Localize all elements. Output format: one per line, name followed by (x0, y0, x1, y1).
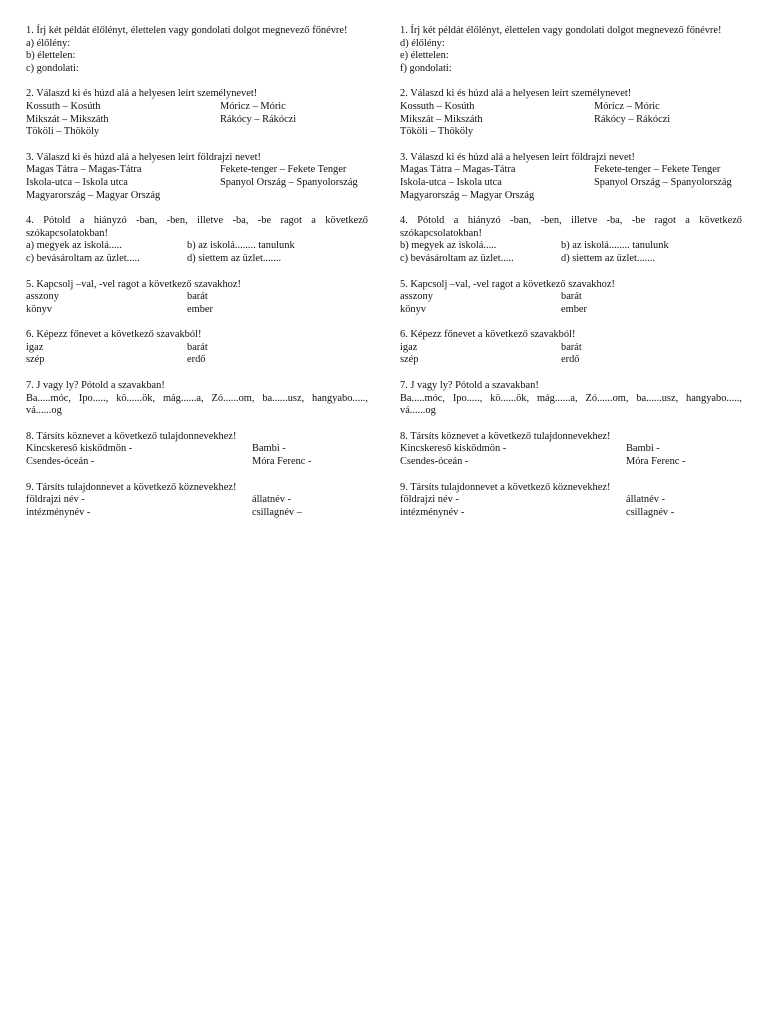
answer-line: d) élőlény: (400, 37, 445, 49)
option: Kossuth – Kosúth (400, 100, 475, 112)
word: barát (187, 291, 208, 303)
word: igaz (26, 341, 44, 353)
task-2 (26, 88, 368, 138)
word: földrajzi név - (400, 494, 459, 506)
option: Fekete-tenger – Fekete Tenger (220, 164, 347, 176)
word: Móra Ferenc - (252, 456, 312, 468)
task-7 (400, 380, 742, 418)
task-title: 4. Pótold a hiányzó -ban, -ben, illetve -ba, -be ragot a következő szókapcsolatokban! (26, 215, 368, 239)
option: Rákócy – Rákóczi (220, 113, 297, 125)
pair-row (26, 507, 368, 520)
option: Mikszát – Mikszáth (400, 113, 483, 125)
task-6 (400, 329, 742, 367)
word: erdő (561, 354, 580, 366)
task-title: 5. Kapcsolj –val, -vel ragot a következő szavakhoz! (26, 278, 241, 290)
option: Tököli – Thököly (26, 126, 100, 138)
worksheet-left (26, 25, 368, 532)
word: ember (561, 303, 587, 315)
task-4 (26, 215, 368, 265)
task-2 (400, 88, 742, 138)
word: asszony (26, 291, 59, 303)
pair-row (400, 304, 742, 317)
pair-row (26, 342, 368, 355)
pair-row (26, 304, 368, 317)
word: Csendes-óceán - (26, 456, 95, 468)
pair-row (400, 494, 742, 507)
option: Magyarország – Magyar Ország (400, 189, 535, 201)
task-6 (26, 329, 368, 367)
task-title: 6. Képezz főnevet a következő szavakból! (26, 329, 202, 341)
option: Móricz – Móric (594, 100, 660, 112)
option: Tököli – Thököly (400, 126, 474, 138)
pair-row (400, 342, 742, 355)
word: könyv (400, 303, 426, 315)
word: intézménynév - (400, 506, 465, 518)
word: állatnév - (626, 494, 665, 506)
task-7 (26, 380, 368, 418)
task-title: 3. Válaszd ki és húzd alá a helyesen leírt földrajzi nevet! (26, 151, 261, 163)
option: Iskola-utca – Iskola utca (400, 176, 502, 188)
task-5 (26, 279, 368, 317)
task-4 (400, 215, 742, 265)
task-title: 1. Írj két példát élőlényt, élettelen vagy gondolati dolgot megnevező főnévre! (400, 25, 722, 36)
pair-row (400, 443, 742, 456)
exercise-item: d) siettem az üzlet....... (187, 252, 282, 264)
word: igaz (400, 341, 418, 353)
task-title: 7. J vagy ly? Pótold a szavakban! (26, 380, 165, 392)
pair-row (26, 443, 368, 456)
word: Kincskereső kisködmön - (400, 443, 507, 455)
word: Móra Ferenc - (626, 456, 686, 468)
word: Bambi - (252, 443, 286, 455)
word: Csendes-óceán - (400, 456, 469, 468)
answer-line: a) élőlény: (26, 37, 71, 49)
exercise-item: c) bevásároltam az üzlet..... (26, 252, 140, 264)
task-title: 7. J vagy ly? Pótold a szavakban! (400, 380, 539, 392)
exercise-item: a) megyek az iskolá..... (26, 240, 122, 252)
word: Bambi - (626, 443, 660, 455)
task-3 (26, 152, 368, 202)
word: erdő (187, 354, 206, 366)
word: Kincskereső kisködmön - (26, 443, 133, 455)
word: csillagnév – (252, 506, 302, 518)
word: állatnév - (252, 494, 291, 506)
word: asszony (400, 291, 433, 303)
task-9 (400, 482, 742, 520)
task-title: 8. Társíts köznevet a következő tulajdonnevekhez! (26, 430, 237, 442)
pair-row (400, 507, 742, 520)
exercise-item: b) megyek az iskolá..... (400, 240, 497, 252)
worksheet-right (400, 25, 742, 532)
word: csillagnév - (626, 506, 675, 518)
task-title: 3. Válaszd ki és húzd alá a helyesen leírt földrajzi nevet! (400, 151, 635, 163)
pair-row (400, 164, 742, 177)
pair-row (400, 177, 742, 190)
task-1 (400, 25, 742, 75)
answer-line: b) élettelen: (26, 50, 76, 62)
word: barát (187, 341, 208, 353)
answer-line: c) gondolati: (26, 62, 79, 74)
task-title: 9. Társíts tulajdonnevet a következő köznevekhez! (26, 481, 237, 493)
option: Móricz – Móric (220, 100, 286, 112)
task-title: 6. Képezz főnevet a következő szavakból! (400, 329, 576, 341)
option: Magyarország – Magyar Ország (26, 189, 161, 201)
pair-row (400, 101, 742, 114)
task-3 (400, 152, 742, 202)
pair-row (400, 240, 742, 253)
task-title: 1. Írj két példát élőlényt, élettelen vagy gondolati dolgot megnevező főnévre! (26, 25, 348, 36)
option: Rákócy – Rákóczi (594, 113, 671, 125)
exercise-item: b) az iskolá........ tanulunk (561, 240, 669, 252)
word: szép (26, 354, 45, 366)
option: Spanyol Ország – Spanyolország (220, 176, 358, 188)
pair-row (26, 291, 368, 304)
task-9 (26, 482, 368, 520)
pair-row (26, 456, 368, 469)
pair-row (26, 494, 368, 507)
answer-line: e) élettelen: (400, 50, 449, 62)
task-8 (26, 431, 368, 469)
option: Kossuth – Kosúth (26, 100, 101, 112)
pair-row (400, 354, 742, 367)
option: Magas Tátra – Magas-Tátra (26, 164, 142, 176)
task-title: 5. Kapcsolj –val, -vel ragot a következő szavakhoz! (400, 278, 615, 290)
word: barát (561, 291, 582, 303)
pair-row (400, 253, 742, 266)
exercise-item: d) siettem az üzlet....... (561, 252, 656, 264)
fill-in-words: Ba.....móc, Ipo....., kö......ök, mág......a, Zó......om, ba......usz, hangyabo....., vá......og (400, 392, 742, 417)
option: Iskola-utca – Iskola utca (26, 176, 128, 188)
pair-row (400, 291, 742, 304)
pair-row (26, 101, 368, 114)
task-title: 8. Társíts köznevet a következő tulajdonnevekhez! (400, 430, 611, 442)
word: könyv (26, 303, 52, 315)
option: Mikszát – Mikszáth (26, 113, 109, 125)
word: szép (400, 354, 419, 366)
task-8 (400, 431, 742, 469)
task-title: 2. Válaszd ki és húzd alá a helyesen leírt személynevet! (26, 88, 258, 100)
fill-in-words: Ba.....móc, Ipo....., kö......ök, mág......a, Zó......om, ba......usz, hangyabo....., vá......og (26, 392, 368, 417)
pair-row (26, 177, 368, 190)
pair-row (26, 114, 368, 127)
option: Spanyol Ország – Spanyolország (594, 176, 732, 188)
pair-row (26, 253, 368, 266)
exercise-item: c) bevásároltam az üzlet..... (400, 252, 514, 264)
task-1 (26, 25, 368, 75)
pair-row (26, 164, 368, 177)
task-title: 4. Pótold a hiányzó -ban, -ben, illetve -ba, -be ragot a következő szókapcsolatokban! (400, 215, 742, 239)
option: Magas Tátra – Magas-Tátra (400, 164, 516, 176)
task-5 (400, 279, 742, 317)
task-title: 9. Társíts tulajdonnevet a következő köznevekhez! (400, 481, 611, 493)
answer-line: f) gondolati: (400, 62, 452, 74)
word: földrajzi név - (26, 494, 85, 506)
option: Fekete-tenger – Fekete Tenger (594, 164, 721, 176)
exercise-item: b) az iskolá........ tanulunk (187, 240, 295, 252)
pair-row (26, 240, 368, 253)
task-title: 2. Válaszd ki és húzd alá a helyesen leírt személynevet! (400, 88, 632, 100)
pair-row (400, 456, 742, 469)
word: barát (561, 341, 582, 353)
pair-row (400, 114, 742, 127)
word: intézménynév - (26, 506, 91, 518)
word: ember (187, 303, 213, 315)
pair-row (26, 354, 368, 367)
